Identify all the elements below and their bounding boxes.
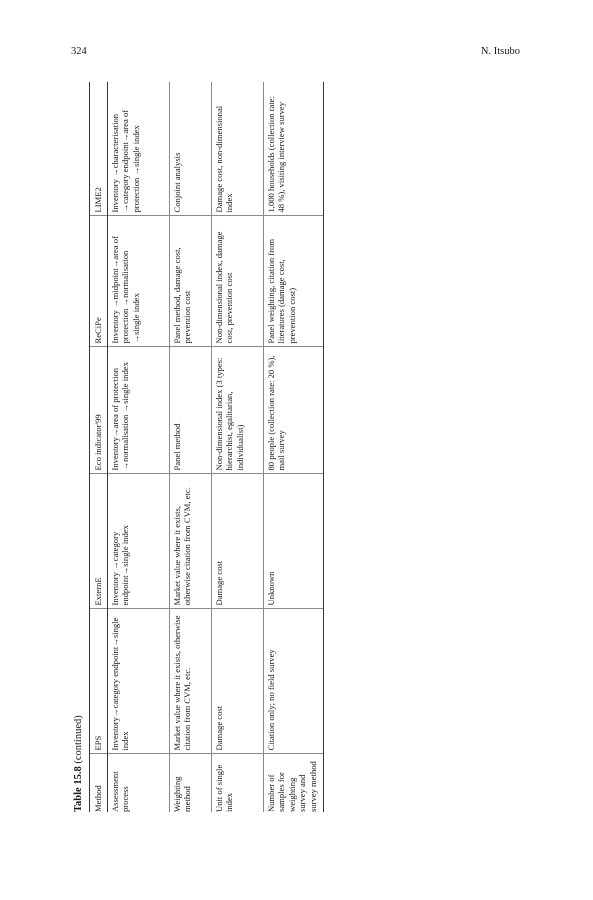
- table-cell: Citation only; no field survey: [263, 609, 323, 754]
- table-caption-label: Table 15.8: [73, 766, 84, 812]
- table-cell: Panel weighting, citation from literatures (damage cost, prevention cost): [263, 216, 323, 347]
- table-header-row: [90, 82, 108, 812]
- table-caption: [73, 715, 84, 812]
- table-cell: Non-dimensional index (3 types: hierarchist, egalitarian, individualist): [211, 347, 263, 474]
- table-cell: 80 people (collection rate: 20 %), mail survey: [263, 347, 323, 474]
- running-head-author: N. Itsubo: [480, 46, 520, 57]
- table-cell: 1,000 households (collection rate: 48 %), visiting interview survey: [263, 82, 323, 216]
- table-cell: Conjoint analysis: [169, 82, 211, 216]
- table-row: [211, 82, 263, 812]
- table-cell: Inventory →characterisation →category endpoint→area of protection →single index: [107, 82, 169, 216]
- table-cell: Unknown: [263, 474, 323, 609]
- page-number: 324: [71, 46, 87, 57]
- table-cell: Damage cost: [211, 474, 263, 609]
- row-label: Number of samples for weighting survey and survey method: [263, 754, 323, 812]
- column-header: ExternE: [90, 474, 108, 609]
- column-header: LIME2: [90, 82, 108, 216]
- column-header: Method: [90, 754, 108, 812]
- row-label: Unit of single index: [211, 754, 263, 812]
- table-cell: Inventory→area of protection →normalisation →single index: [107, 347, 169, 474]
- table-row: [169, 82, 211, 812]
- table-cell: Damage cost: [211, 609, 263, 754]
- table-block: [71, 82, 334, 812]
- row-label: Assessment process: [107, 754, 169, 812]
- table-cell: Market value where it exists, otherwise citation from CVM, etc.: [169, 474, 211, 609]
- table-cell: Inventory →midpoint→area of protection →normalisation →single index: [107, 216, 169, 347]
- column-header: Eco indicator'99: [90, 347, 108, 474]
- column-header: ReCiPe: [90, 216, 108, 347]
- table-cell: Panel method, damage cost, prevention cost: [169, 216, 211, 347]
- row-label: Weighting method: [169, 754, 211, 812]
- table-cell: Damage cost, non-dimensional index: [211, 82, 263, 216]
- table-cell: Non-dimensional index, damage cost, prevention cost: [211, 216, 263, 347]
- column-header: EPS: [90, 609, 108, 754]
- table-cell: Inventory→category endpoint→single index: [107, 609, 169, 754]
- comparison-table: [89, 82, 324, 812]
- table-cell: Market value where it exists, otherwise citation from CVM, etc.: [169, 609, 211, 754]
- rotated-table-container: [71, 82, 334, 812]
- table-row: [107, 82, 169, 812]
- table-row: [263, 82, 323, 812]
- table-cell: Inventory →category endpoint→single index: [107, 474, 169, 609]
- table-caption-suffix: (continued): [73, 715, 84, 764]
- table-cell: Panel method: [169, 347, 211, 474]
